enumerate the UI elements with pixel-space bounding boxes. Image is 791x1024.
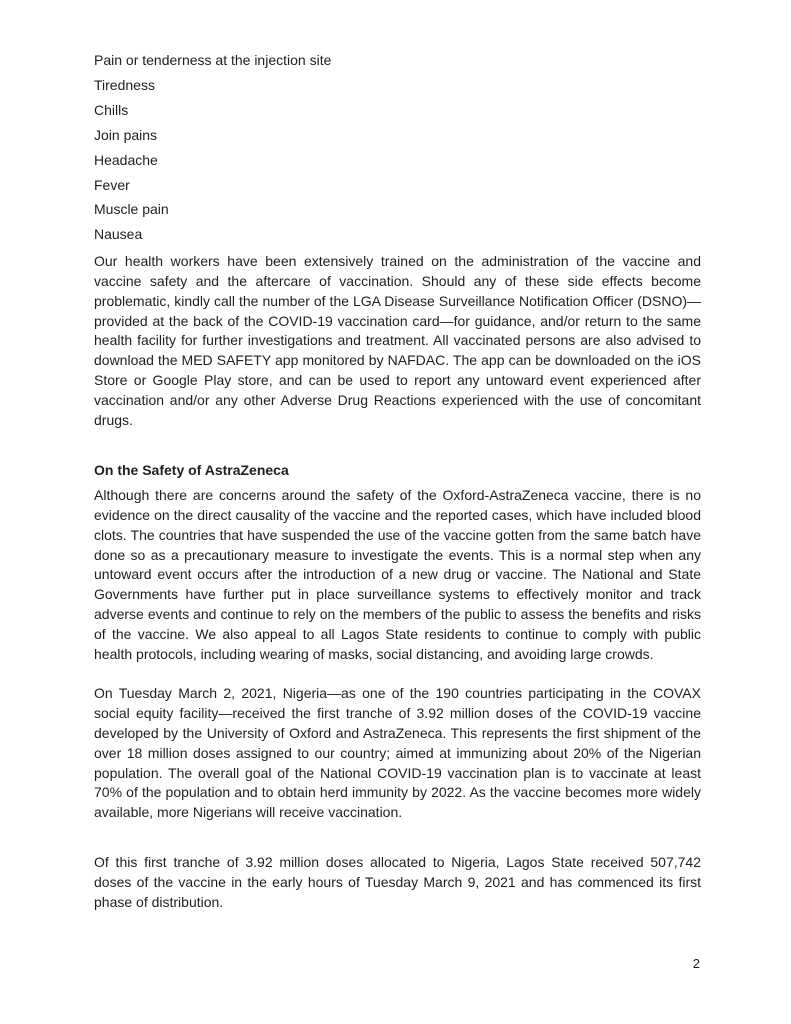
- list-item: Chills: [94, 101, 129, 118]
- page-number: 2: [692, 956, 700, 971]
- paragraph-health-workers: Our health workers have been extensively trained on the administration of the vaccine and vaccine safety and the aftercare of vaccination. Should any of these side effects become problematic, kindly call the number of the LGA Disease Surveillance Notification Officer (DSNO)—provided at the back of the COVID-19 vaccination card—for guidance, and/or return to the same health facility for further investigations and treatment. All vaccinated persons are also advised to download the MED SAFETY app monitored by NAFDAC. The app can be downloaded on the iOS Store or Google Play store, and can be used to report any untoward event experienced after vaccination and/or any other Adverse Drug Reactions experienced with the use of concomitant drugs.: [94, 253, 701, 428]
- list-item: Muscle pain: [94, 201, 169, 218]
- list-item: Tiredness: [94, 76, 155, 93]
- paragraph-safety-body: Although there are concerns around the safety of the Oxford-AstraZeneca vaccine, there is no evidence on the direct causality of the vaccine and the reported cases, which have included blood clots. The countries that have suspended the use of the vaccine gotten from the same batch have done so as a precautionary measure to investigate the events. This is a normal step when any untoward event occurs after the introduction of a new drug or vaccine. The National and State Governments have further put in place surveillance systems to effectively monitor and track adverse events and continue to rely on the members of the public to assess the benefits and risks of the vaccine. We also appeal to all Lagos State residents to continue to comply with public health protocols, including wearing of masks, social distancing, and avoiding large crowds.: [94, 487, 701, 662]
- paragraph-covax: On Tuesday March 2, 2021, Nigeria—as one of the 190 countries participating in the COVAX social equity facility—received the first tranche of 3.92 million doses of the COVID-19 vaccine developed by the University of Oxford and AstraZeneca. This represents the first shipment of the over 18 million doses assigned to our country; aimed at immunizing about 20% of the Nigerian population. The overall goal of the National COVID-19 vaccination plan is to vaccinate at least 70% of the population and to obtain herd immunity by 2022. As the vaccine becomes more widely available, more Nigerians will receive vaccination.: [94, 685, 701, 821]
- side-effects-list: [94, 48, 701, 247]
- paragraph-lagos-tranche: Of this first tranche of 3.92 million doses allocated to Nigeria, Lagos State received 507,742 doses of the vaccine in the early hours of Tuesday March 9, 2021 and has commenced its first phase of distribution.: [94, 853, 701, 910]
- list-item: Join pains: [94, 126, 158, 143]
- section-heading-safety: On the Safety of AstraZeneca: [94, 462, 289, 479]
- list-item: Pain or tenderness at the injection site: [94, 52, 332, 68]
- page-content: [94, 48, 701, 912]
- list-item: Headache: [94, 151, 158, 168]
- list-item: Nausea: [94, 226, 143, 243]
- list-item: Fever: [94, 176, 130, 193]
